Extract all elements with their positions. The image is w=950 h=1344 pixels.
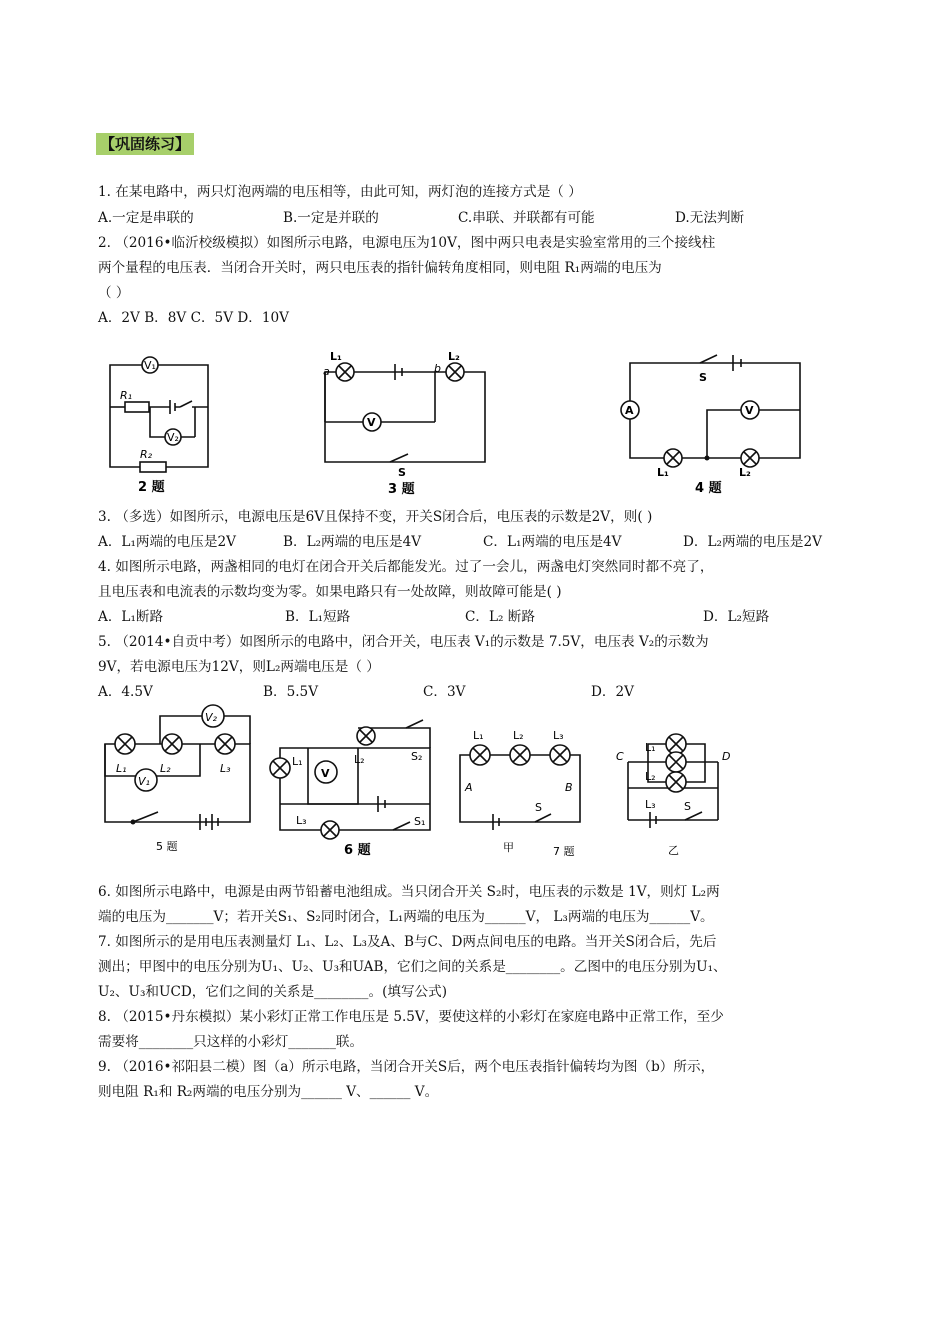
fig7a-caption: 甲 [503, 841, 514, 854]
q3-text: 3. （多选）如图所示，电源电压是6V且保持不变，开关S闭合后，电压表的示数是2V，则( ) [98, 509, 653, 525]
fig7b-l2-label: L₂ [645, 770, 656, 783]
q7-line2: 测出；甲图中的电压分别为U₁、U₂、U₃和UAB，它们之间的关系是________。乙图中的电压分别为U₁、 [98, 959, 727, 975]
fig4-v-label: V [745, 404, 754, 417]
fig2-v2-label: V₂ [167, 431, 179, 444]
q4-option-d: D．L₂短路 [703, 609, 770, 625]
fig3-b-label: b [434, 362, 441, 375]
fig7a-b-label: B [565, 781, 573, 794]
q5-line1: 5. （2014•自贡中考）如图所示的电路中，闭合开关，电压表 V₁的示数是 7.5V，电压表 V₂的示数为 [98, 634, 709, 650]
q7-line3: U₂、U₃和UCD，它们之间的关系是________。(填写公式) [98, 984, 448, 1000]
q1-option-b: B.一定是并联的 [283, 210, 379, 226]
q1-option-c: C.串联、并联都有可能 [458, 210, 595, 226]
q9-line1: 9. （2016•祁阳县二模）图（a）所示电路，当闭合开关S后，两个电压表指针偏转均为图（b）所示， [98, 1059, 715, 1075]
fig2-caption: 2 题 [138, 480, 165, 495]
section-title: 【巩固练习】 [96, 133, 194, 155]
figure-4-circuit [615, 348, 815, 498]
fig7a-s-label: S [535, 801, 542, 814]
fig4-s-label: S [699, 371, 707, 384]
figure-2-circuit [100, 355, 220, 495]
q5-option-d: D．2V [591, 684, 634, 700]
q2-line1: 2. （2016•临沂校级模拟）如图所示电路，电源电压为10V，图中两只电表是实验室常用的三个接线柱 [98, 235, 716, 251]
fig7-caption: 7 题 [553, 845, 575, 858]
fig2-v1-label: V₁ [144, 359, 156, 372]
q5-option-c: C．3V [423, 684, 466, 700]
q6-line1: 6. 如图所示电路中，电源是由两节铅蓄电池组成。当只闭合开关 S₂时，电压表的示数是 1V，则灯 L₂两 [98, 884, 720, 900]
fig6-caption: 6 题 [344, 843, 371, 858]
q3-option-c: C．L₁两端的电压是4V [483, 534, 622, 550]
fig7b-l3-label: L₃ [645, 798, 656, 811]
q5-option-b: B．5.5V [263, 684, 319, 700]
q8-line2: 需要将________只这样的小彩灯_______联。 [98, 1034, 364, 1050]
fig6-s2-label: S₂ [411, 750, 423, 763]
q4-option-c: C．L₂ 断路 [465, 609, 535, 625]
figure-3-circuit [310, 350, 500, 500]
fig7a-a-label: A [465, 781, 473, 794]
fig4-a-label: A [625, 404, 634, 417]
fig3-a-label: a [323, 365, 330, 378]
q4-option-b: B．L₁短路 [285, 609, 351, 625]
fig5-l1-label: L₁ [116, 762, 127, 775]
fig6-v-label: V [321, 767, 330, 780]
fig7a-l2-label: L₂ [513, 729, 524, 742]
q6-line2: 端的电压为_______V；若开关S₁、S₂同时闭合，L₁两端的电压为______V， L₃两端的电压为______V。 [98, 909, 714, 925]
q2-options: A．2V B．8V C．5V D．10V [98, 310, 289, 326]
q9-line2: 则电阻 R₁和 R₂两端的电压分别为______ V、______ V。 [98, 1084, 439, 1100]
fig3-s-label: S [398, 466, 406, 479]
fig7a-l1-label: L₁ [473, 729, 484, 742]
fig4-caption: 4 题 [695, 481, 722, 496]
q7-line1: 7. 如图所示的是用电压表测量灯 L₁、L₂、L₃及A、B与C、D两点间电压的电路。当开关S闭合后，先后 [98, 934, 717, 950]
fig3-caption: 3 题 [388, 482, 415, 497]
fig5-caption: 5 题 [156, 840, 178, 853]
q8-line1: 8. （2015•丹东模拟）某小彩灯正常工作电压是 5.5V，要使这样的小彩灯在家庭电路中正常工作，至少 [98, 1009, 724, 1025]
fig7a-l3-label: L₃ [553, 729, 564, 742]
fig7b-d-label: D [722, 750, 731, 763]
fig2-r2-label: R₂ [140, 448, 153, 461]
fig4-l2-label: L₂ [739, 466, 751, 479]
q1-text: 1. 在某电路中，两只灯泡两端的电压相等，由此可知，两灯泡的连接方式是（ ） [98, 184, 582, 200]
q1-option-a: A.一定是串联的 [98, 210, 194, 226]
q2-line3: （ ） [98, 285, 130, 301]
fig6-l1-label: L₁ [292, 755, 303, 768]
fig7b-l1-label: L₁ [645, 741, 656, 754]
fig4-l1-label: L₁ [657, 466, 669, 479]
fig3-l2-label: L₂ [448, 350, 460, 363]
q3-option-d: D．L₂两端的电压是2V [683, 534, 822, 550]
fig7b-caption: 乙 [668, 844, 679, 857]
q4-line1: 4. 如图所示电路，两盏相同的电灯在闭合开关后都能发光。过了一会儿，两盏电灯突然同时都不亮了， [98, 559, 714, 575]
fig6-l2-label: L₂ [354, 753, 365, 766]
q4-line2: 且电压表和电流表的示数均变为零。如果电路只有一处故障，则故障可能是( ) [98, 584, 562, 600]
fig6-l3-label: L₃ [296, 814, 307, 827]
fig3-l1-label: L₁ [330, 350, 342, 363]
figure-6-circuit [268, 708, 448, 858]
fig3-v-label: V [367, 416, 376, 429]
fig2-r1-label: R₁ [120, 389, 133, 402]
q3-option-b: B．L₂两端的电压是4V [283, 534, 422, 550]
q5-line2: 9V，若电源电压为12V，则L₂两端电压是（ ） [98, 659, 380, 675]
q3-option-a: A．L₁两端的电压是2V [98, 534, 236, 550]
fig6-s1-label: S₁ [414, 815, 426, 828]
fig7b-s-label: S [684, 800, 691, 813]
fig5-v2-label: V₂ [205, 711, 217, 724]
q5-option-a: A．4.5V [98, 684, 153, 700]
figure-7b-circuit [610, 722, 740, 862]
q4-option-a: A．L₁断路 [98, 609, 164, 625]
fig5-v1-label: V₁ [138, 775, 150, 788]
q2-line2: 两个量程的电压表．当闭合开关时，两只电压表的指针偏转角度相同，则电阻 R₁两端的电压为 [98, 260, 662, 276]
fig5-l3-label: L₃ [220, 762, 231, 775]
q1-option-d: D.无法判断 [675, 210, 745, 226]
figure-5-circuit [100, 700, 265, 860]
fig7b-c-label: C [616, 750, 624, 763]
figure-7a-circuit [455, 725, 595, 860]
fig5-l2-label: L₂ [160, 762, 171, 775]
